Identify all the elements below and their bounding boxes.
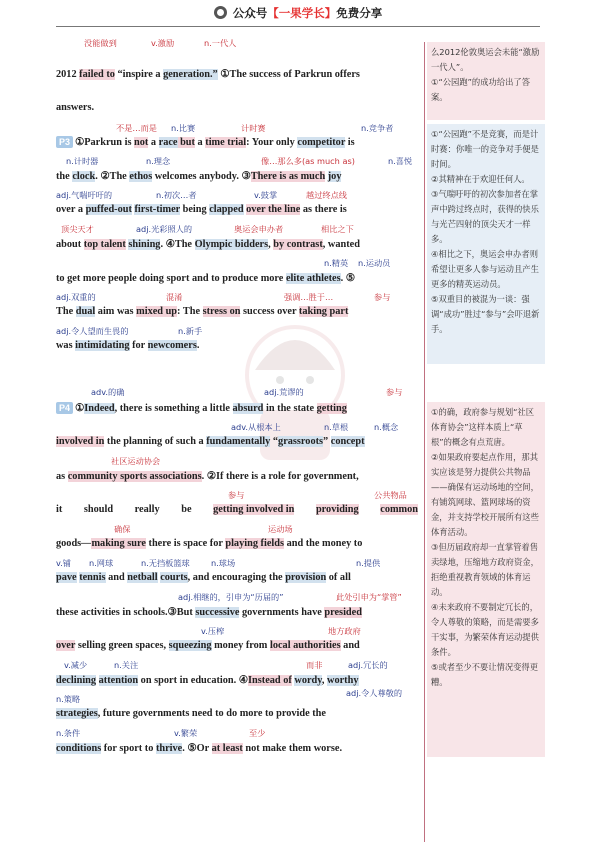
note: n.草根 [324, 422, 349, 432]
translation-panel-p3: ①“公园跑”不是竞赛，而是计时赛：你唯一的竞争对手便是时间。 ②其精神在于欢迎任何人。 ③气喘吁吁的初次参加者在掌声中跨过终点时，获得的快乐与光芒四射的顶尖天才一样多。 ④相比之下，奥运会申办者则希望让更多人参与运动且产生更多的精英运动员。 ⑤双重目的被混为一谈：强调“成功”胜过“参与”会吓退新手。 [427, 124, 545, 364]
note: 运动场 [268, 524, 293, 534]
text-line: strategies, future governments need to do more to provide the [56, 708, 326, 719]
column-divider [424, 42, 425, 842]
text-line: conditions for sport to thrive. ⑤Or at least not make them worse. [56, 743, 343, 754]
text-line: these activities in schools.③But successive governments have presided [56, 607, 362, 618]
note: n.精英 [324, 258, 349, 268]
note: n.竞争者 [361, 123, 394, 133]
note: 没能做到 [84, 38, 117, 48]
header-account: 公众号 [232, 6, 268, 20]
text-line: it should really be getting involved in providing common [56, 504, 418, 515]
note: 此处引申为“掌管” [336, 592, 402, 602]
note: 像…那么多(as much as) [261, 156, 355, 166]
text-line: over selling green spaces, squeezing money from local authorities and [56, 640, 360, 651]
text-line: was intimidating for newcomers. [56, 340, 200, 351]
note: adj.双重的 [56, 292, 96, 302]
note: v.激励 [151, 38, 175, 48]
text-line: The dual aim was mixed up: The stress on success over taking part [56, 306, 349, 317]
note: adj.相继的，引申为“历届的” [178, 592, 284, 602]
text-line: goods—making sure there is space for playing fields and the money to [56, 538, 363, 549]
note: 至少 [249, 728, 266, 738]
text-line: 2012 failed to “inspire a generation.” ①The success of Parkrun offers [56, 69, 360, 80]
watermark-illustration [200, 290, 390, 480]
note: n.运动员 [358, 258, 391, 268]
note: 不是…而是 [116, 123, 157, 133]
text-line: about top talent shining. ④The Olympic bidders, by contrast, wanted [56, 239, 360, 250]
note: 参与 [374, 292, 391, 302]
translation-panel-p4: ①的确，政府参与规划“社区体育协会”这样本质上“草根”的概念有点荒唐。 ②如果政府要起点作用，那其实应该是努力提供公共物品——确保有运动场地的空间，有铺筑网球、篮网球场的资金，并支持学校开展所有这些体育活动。 ③但历届政府却一直掌管着售卖绿地，压缩地方政府资金，拒绝重视教育领域的体育运动。 ④未来政府不要制定冗长的，令人尊敬的策略，而是需要多干实事，为繁荣体育运动提供条件。 ⑤或者至少不要让情况变得更糟。 [427, 402, 545, 757]
text-line: involved in the planning of such a fundamentally “grassroots” concept [56, 436, 365, 447]
note: n.概念 [374, 422, 399, 432]
note: v.繁荣 [174, 728, 198, 738]
note: 公共物品 [374, 490, 407, 500]
note: n.提供 [356, 558, 381, 568]
note: 顶尖天才 [61, 224, 94, 234]
note: adv.从根本上 [231, 422, 281, 432]
note: n.一代人 [204, 38, 237, 48]
note: adj.气喘吁吁的 [56, 190, 113, 200]
note: 而非 [306, 660, 323, 670]
note: 混淆 [166, 292, 183, 302]
note: n.球场 [211, 558, 236, 568]
text-line: as community sports associations. ②If there is a role for government, [56, 471, 359, 482]
note: v.压榨 [201, 626, 225, 636]
translation-panel-p2: 么2012伦敦奥运会未能“激励一代人”。 ①“公园跑”的成功给出了答案。 [427, 42, 545, 120]
header-tagline: 免费分享 [336, 6, 383, 20]
paragraph-label-p4: P4 [56, 402, 73, 414]
note: adj.荒谬的 [264, 387, 304, 397]
note: n.理念 [146, 156, 171, 166]
page-header [0, 0, 596, 26]
text-line: the clock. ②The ethos welcomes anybody. ③There is as much joy [56, 171, 342, 182]
note: n.关注 [114, 660, 139, 670]
note: 奥运会申办者 [234, 224, 284, 234]
note: 计时赛 [241, 123, 266, 133]
note: 地方政府 [328, 626, 361, 636]
text-line: over a puffed-out first-timer being clapped over the line as there is [56, 204, 347, 215]
header-divider [56, 26, 540, 27]
text-line: declining attention on sport in education. ④Instead of wordy, worthy [56, 675, 359, 686]
note: n.喜悦 [388, 156, 413, 166]
note: n.初次…者 [156, 190, 197, 200]
note: adj.光彩照人的 [136, 224, 193, 234]
note: v.铺 [56, 558, 71, 568]
note: 强调…胜于… [284, 292, 334, 302]
text-line: to get more people doing sport and to produce more elite athletes. ⑤ [56, 273, 355, 284]
note: adj.令人尊敬的 [346, 688, 403, 698]
note: n.新手 [178, 326, 203, 336]
header-brand: 【一果学长】 [267, 6, 337, 20]
note: 越过终点线 [306, 190, 347, 200]
note: n.计时器 [66, 156, 99, 166]
note: 确保 [114, 524, 131, 534]
note: 社区运动协会 [111, 456, 161, 466]
note: n.条件 [56, 728, 81, 738]
note: 参与 [228, 490, 245, 500]
note: adj.冗长的 [348, 660, 388, 670]
note: n.比赛 [171, 123, 196, 133]
note: adv.的确 [91, 387, 125, 397]
text-line: pave tennis and netball courts, and encouraging the provision of all [56, 572, 351, 583]
text-line: answers. [56, 102, 95, 113]
text-line: P4 ①Indeed, there is something a little absurd in the state getting [56, 402, 418, 414]
note: n.策略 [56, 694, 81, 704]
note: 参与 [386, 387, 403, 397]
note: v.鼓掌 [254, 190, 278, 200]
note: n.网球 [89, 558, 114, 568]
paragraph-label-p3: P3 [56, 136, 73, 148]
note: v.减少 [64, 660, 88, 670]
text-line: P3 ①Parkrun is not a race but a time trial: Your only competitor is [56, 136, 418, 148]
note: 相比之下 [321, 224, 354, 234]
account-logo-icon [214, 6, 227, 19]
note: n.无挡板篮球 [141, 558, 190, 568]
note: adj.令人望而生畏的 [56, 326, 129, 336]
